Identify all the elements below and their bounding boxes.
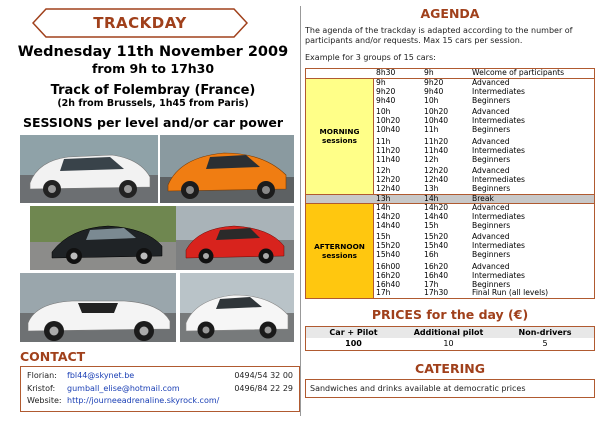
agenda-end: 16h40 — [424, 270, 449, 280]
price-value: 5 — [542, 339, 548, 349]
agenda-label: Advanced — [472, 77, 510, 87]
agenda-end: 13h — [424, 184, 439, 194]
page-title: TRACKDAY — [93, 14, 187, 32]
agenda-end: 17h — [424, 279, 439, 289]
contact-label: Florian: — [27, 371, 57, 380]
agenda-start: 14h — [376, 202, 391, 212]
agenda-end: 12h — [424, 154, 439, 164]
agenda-end: 14h40 — [424, 211, 449, 221]
agenda-row-welcome — [306, 69, 594, 78]
agenda-start: 9h40 — [376, 95, 396, 105]
agenda-end: 11h40 — [424, 145, 449, 155]
agenda-end: 14h20 — [424, 202, 449, 212]
catering-title: CATERING — [415, 361, 485, 377]
agenda-start: 10h20 — [376, 116, 401, 126]
contact-box — [20, 366, 300, 412]
agenda-label: Welcome of participants — [472, 68, 565, 77]
agenda-start: 16h40 — [376, 279, 401, 289]
car-photo-collage — [20, 135, 294, 342]
agenda-end: 11h — [424, 125, 439, 135]
morning-label: MORNING sessions — [306, 79, 374, 194]
agenda-row — [374, 251, 594, 260]
column-divider — [300, 6, 301, 416]
agenda-label: Advanced — [472, 166, 510, 176]
track-name: Track of Folembray (France) — [50, 83, 256, 98]
agenda-start: 11h20 — [376, 145, 401, 155]
agenda-label: Advanced — [472, 202, 510, 212]
agenda-label: Advanced — [472, 107, 510, 117]
morning-block — [306, 78, 594, 194]
morning-rows — [374, 79, 594, 194]
agenda-start: 12h40 — [376, 184, 401, 194]
price-header: Non-drivers — [518, 328, 572, 338]
title-banner — [32, 8, 248, 38]
car-photo-red-lotus — [176, 206, 294, 270]
car-photo-white-gt3 — [180, 273, 294, 342]
sessions-heading — [8, 115, 298, 130]
agenda-end: 12h20 — [424, 166, 449, 176]
agenda-title: AGENDA — [420, 6, 480, 21]
agenda-end: 16h — [424, 250, 439, 260]
agenda-label: Intermediates — [472, 270, 525, 280]
contact-row-kristof — [27, 383, 293, 396]
agenda-start: 15h20 — [376, 241, 401, 251]
agenda-row — [374, 185, 594, 194]
agenda-end: 16h20 — [424, 261, 449, 271]
agenda-start: 11h40 — [376, 154, 401, 164]
agenda-start: 12h — [376, 166, 391, 176]
agenda-row — [374, 156, 594, 165]
event-date: Wednesday 11th November 2009 — [17, 44, 289, 60]
price-header: Car + Pilot — [329, 328, 378, 338]
contact-label: Kristof: — [27, 383, 56, 393]
right-column — [305, 6, 595, 398]
agenda-start: 8h30 — [376, 68, 396, 77]
agenda-end: 9h40 — [424, 86, 444, 96]
price-header: Additional pilot — [413, 328, 484, 338]
agenda-start: 15h — [376, 232, 391, 242]
contact-label: Website: — [27, 396, 62, 405]
afternoon-block — [306, 203, 594, 298]
agenda-end: 15h — [424, 220, 439, 230]
event-time: from 9h to 17h30 — [91, 61, 215, 76]
afternoon-label: AFTERNOON sessions — [306, 204, 374, 298]
agenda-start: 9h — [376, 77, 386, 87]
agenda-start: 15h40 — [376, 250, 401, 260]
agenda-end: 10h — [424, 95, 439, 105]
agenda-start: 11h — [376, 136, 391, 146]
agenda-end: 9h20 — [424, 77, 444, 87]
sessions-bold: SESSIONS — [22, 115, 93, 130]
agenda-label: Intermediates — [472, 145, 525, 155]
agenda-label: Final Run (all levels) — [472, 288, 549, 298]
agenda-label: Advanced — [472, 136, 510, 146]
sessions-rest: per level and/or car power — [97, 115, 284, 130]
agenda-label: Beginners — [472, 279, 511, 289]
agenda-end: 15h20 — [424, 232, 449, 242]
left-column — [8, 4, 298, 412]
agenda-label: Advanced — [472, 232, 510, 242]
agenda-label: Intermediates — [472, 211, 525, 221]
agenda-start: 16h20 — [376, 270, 401, 280]
prices-title: PRICES for the day (€) — [371, 307, 529, 323]
agenda-start: 9h20 — [376, 86, 396, 96]
agenda-row — [374, 222, 594, 231]
agenda-label: Beginners — [472, 95, 511, 105]
agenda-start: 14h40 — [376, 220, 401, 230]
prices-value-row — [306, 338, 594, 350]
agenda-end: 10h40 — [424, 116, 449, 126]
agenda-end: 15h40 — [424, 241, 449, 251]
agenda-row — [374, 126, 594, 135]
agenda-start: 16h00 — [376, 261, 401, 271]
agenda-intro: The agenda of the trackday is adapted according to the number of participants and/or requests. Max 15 cars per session. — [305, 26, 573, 45]
contact-phone: 0494/54 32 00 — [234, 371, 293, 380]
agenda-label: Advanced — [472, 261, 510, 271]
contact-title: CONTACT — [20, 349, 86, 364]
agenda-row — [374, 289, 594, 298]
agenda-end: 11h20 — [424, 136, 449, 146]
agenda-start: 12h20 — [376, 175, 401, 185]
agenda-label: Break — [472, 193, 494, 203]
agenda-label: Intermediates — [472, 241, 525, 251]
agenda-start: 13h — [376, 193, 391, 203]
car-photo-white-clio — [20, 135, 158, 203]
prices-table — [305, 326, 595, 351]
contact-phone: 0496/84 22 29 — [234, 383, 293, 393]
car-photo-white-roadster — [20, 273, 176, 342]
website-link[interactable]: http://journeeadrenaline.skyrock.com/ — [67, 396, 220, 405]
afternoon-rows — [374, 204, 594, 298]
contact-row-website — [27, 395, 293, 408]
agenda-end: 12h40 — [424, 175, 449, 185]
agenda-end: 9h — [424, 68, 434, 77]
agenda-label: Intermediates — [472, 175, 525, 185]
agenda-start: 14h20 — [376, 211, 401, 221]
agenda-start: 10h — [376, 107, 391, 117]
catering-text: Sandwiches and drinks available at democratic prices — [305, 379, 595, 398]
agenda-label: Beginners — [472, 184, 511, 194]
contact-email-link[interactable]: gumball_elise@hotmail.com — [67, 383, 180, 393]
contact-email-link[interactable]: fbl44@skynet.be — [67, 371, 135, 380]
agenda-label: Beginners — [472, 154, 511, 164]
agenda-label: Beginners — [472, 250, 511, 260]
track-distance: (2h from Brussels, 1h45 from Paris) — [57, 98, 249, 109]
agenda-example: Example for 3 groups of 15 cars: — [305, 53, 436, 62]
agenda-start: 17h — [376, 288, 391, 298]
agenda-label: Beginners — [472, 220, 511, 230]
agenda-end: 17h30 — [424, 288, 449, 298]
agenda-start: 10h40 — [376, 125, 401, 135]
agenda-row-break — [306, 194, 594, 203]
agenda-table — [305, 68, 595, 299]
price-value: 100 — [345, 339, 362, 349]
prices-header-row — [306, 327, 594, 338]
agenda-row — [374, 97, 594, 106]
agenda-label: Beginners — [472, 125, 511, 135]
agenda-label: Intermediates — [472, 86, 525, 96]
contact-row-florian — [27, 370, 293, 383]
agenda-end: 10h20 — [424, 107, 449, 117]
price-value: 10 — [443, 339, 454, 349]
car-photo-orange-porsche — [160, 135, 294, 203]
car-photo-black-porsche — [30, 206, 182, 270]
agenda-label: Intermediates — [472, 116, 525, 126]
agenda-end: 14h — [424, 193, 439, 203]
